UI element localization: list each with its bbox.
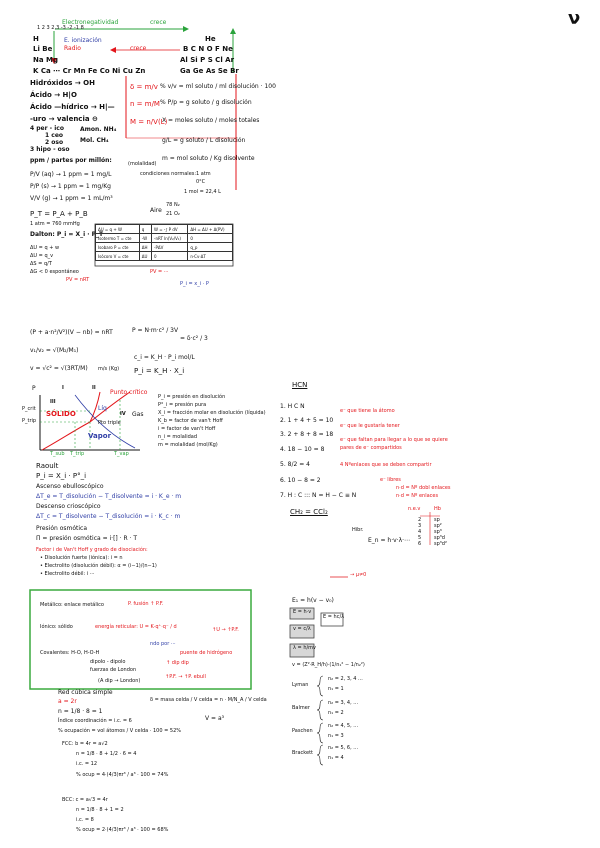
lewis-note-4: e⁻ que faltan para llegar a lo que se quiere xyxy=(340,437,448,443)
bond-ionic-note-2: ↑U → ↑P.F. xyxy=(212,627,239,633)
molarity-formula: M = n/V(L) xyxy=(130,118,168,126)
crystal-ocup: % ocupación = vol átomos / V celda · 100 = 52% xyxy=(58,728,182,734)
gas-label: Gas xyxy=(132,411,144,418)
rms-units: m/s (Kg) xyxy=(98,366,120,372)
conditions-temp: 0°C xyxy=(196,179,206,185)
thermo-table-row: Isobaro P = cte ΔH -PΔV q_p xyxy=(96,243,233,252)
pp-formula: % P/p = g soluto / g disolución xyxy=(160,99,252,106)
phase-legend-3: X_i = fracción molar en disolución (líquida) xyxy=(158,410,266,416)
thermo-ideal-2: PV = ⋯ xyxy=(150,269,169,275)
bond-dipole: dipolo - dipolo xyxy=(90,659,126,665)
phase-legend-2: P°_i = presión pura xyxy=(158,402,207,408)
nomen-line-3: Ácido —hídrico → H|— xyxy=(30,103,115,111)
p-crit-label: P_crit xyxy=(22,406,36,412)
periodic-row-2-right: B C N O F Ne xyxy=(183,45,233,53)
t-sub-label: T_sub xyxy=(50,451,65,457)
debroglie-box: λ = h/mv xyxy=(293,645,317,651)
pv-formula: % v/v = ml soluto / ml disolución · 100 xyxy=(160,83,276,90)
corner-mark: ν xyxy=(568,8,581,29)
descenso-eq: ΔT_c = T_disolvente − T_disolución = i · K_c · m xyxy=(36,513,181,520)
thermo-ideal: PV = nRT xyxy=(66,277,90,283)
nomen-line-4: -uro → valencia ⊖ xyxy=(30,115,98,123)
lewis-note-6c: n·d = Nº enlaces xyxy=(396,493,439,499)
hybrid-col-2: sp sp² sp³ sp³d sp³d² xyxy=(434,517,447,547)
nomen-line-1: Hidróxidos → OH xyxy=(30,79,95,87)
hybrid-head-2: Hb xyxy=(434,506,441,512)
bond-cov-note: ↑ dip dip xyxy=(166,660,189,666)
crystal-density: δ = masa celda / V celda = n · M/N_A / V celda xyxy=(150,697,267,703)
hybrid-label: Hibr. xyxy=(352,527,364,533)
dalton-law: Dalton: P_i = X_i · P_T xyxy=(30,231,104,238)
t-vap-label: T_vap xyxy=(114,451,129,457)
paschen-n1: n₁ = 3 xyxy=(328,733,344,739)
thermo-partial: P_i = x_i ⋅ P xyxy=(180,281,209,287)
lewis-step-1: 1. H C N xyxy=(280,403,305,410)
critical-point-label: Punto crítico xyxy=(110,389,148,396)
nomen-line-5: 4 per - ico xyxy=(30,125,64,132)
descenso-title: Descenso crioscópico xyxy=(36,503,101,510)
bond-ionic-note: energía reticular: U = K·q⁺·q⁻ / d xyxy=(95,624,177,630)
bond-london: fuerzas de London xyxy=(90,667,137,673)
group-numbers: 1 2 3 2,3 -3 -2 -1 8 xyxy=(37,25,84,31)
bond-metallic: Metálico: enlace metálico xyxy=(40,602,104,608)
thermo-table-row: Isócoro V = cte ΔU 0 n·Cv·ΔT xyxy=(96,252,233,261)
periodic-row-1: H xyxy=(33,35,39,43)
raoult-law: P_i = X_i · P°_i xyxy=(36,472,87,480)
lyman-label: Lyman xyxy=(292,682,309,688)
vanthoff-3: • Electrolito débil: i ⋯ xyxy=(40,571,95,577)
lyman-n1: n₁ = 1 xyxy=(328,686,344,692)
rms-velocity: v = √c² = √(3RT/M) xyxy=(30,365,88,372)
ppm-line-2: P/P (s) → 1 ppm = 1 mg/Kg xyxy=(30,183,111,190)
bond-ionic: Iónico: sólido xyxy=(40,624,73,630)
energy-wave-box: E = hc/λ xyxy=(323,614,345,620)
bond-green-note: ndo por ⋯ xyxy=(150,641,176,647)
roman-1: I xyxy=(62,385,64,391)
periodic-row-4-right: Ga Ge As Se Br xyxy=(180,67,239,75)
osmotic-title: Presión osmótica xyxy=(36,525,88,532)
atm-conversion: 1 atm = 760 mmHg xyxy=(30,221,80,227)
nomen-line-8: 3 hipo - oso xyxy=(30,146,70,153)
photoelectric-eq: E₁ = h(v − v₀) xyxy=(292,597,334,604)
thermo-row-1: ΔU = q + w xyxy=(30,245,60,251)
roman-2: II xyxy=(92,385,96,391)
thermo-table-header: ΔU = q + W q W = -∫ P dV ΔH = ΔU + Δ(PV) xyxy=(96,225,233,234)
x-formula: X = moles soluto / moles totales xyxy=(162,117,260,124)
ionization-label: E. ionización xyxy=(64,37,102,44)
electronegativity-label: Electronegatividad xyxy=(62,19,119,26)
ppm-line-3: V/V (g) → 1 ppm = 1 mL/m³ xyxy=(30,195,113,202)
air-label: Aire xyxy=(150,207,162,214)
periodic-row-2: Li Be xyxy=(33,45,53,53)
energy-eq: E_n = h·v·λ·⋯ xyxy=(368,537,411,544)
balmer-n2: n₂ = 3, 4, ... xyxy=(328,700,359,706)
vanthoff-1: • Disolución fuerte (iónica): i = n xyxy=(40,555,123,561)
dipole-note: → μ≠0 xyxy=(350,572,367,578)
brackett-n1: n₁ = 4 xyxy=(328,755,344,761)
nomen-line-9: Amon. NH₄ xyxy=(80,126,117,133)
brackett-n2: n₂ = 5, 6, ... xyxy=(328,745,359,751)
crystal-n: n = 1/8 · 8 = 1 xyxy=(58,708,103,715)
vanthoff-title: Factor i de Van't Hoff y grado de disociación: xyxy=(36,547,148,553)
thermo-table xyxy=(95,224,233,261)
vapor-region: Vapor xyxy=(88,432,112,440)
paschen-label: Paschen xyxy=(292,728,313,734)
molality-label: (molalidad) xyxy=(128,161,157,167)
phase-legend-6: n_i = molalidad xyxy=(158,434,197,440)
crece-label-2: crece xyxy=(130,45,147,52)
periodic-row-3-right: Al Si P S Cl Ar xyxy=(180,56,235,64)
ccl2-formula: CH₂ = CCl₂ xyxy=(290,508,328,516)
bcc-ic: i.c. = 8 xyxy=(76,817,94,823)
planck-box: E = h·v xyxy=(293,609,312,615)
periodic-row-3: Na Mg xyxy=(33,56,58,64)
lewis-step-7: 7. H : C ::: N = H − C ≡ N xyxy=(280,492,357,499)
phase-legend-5: i = factor de van't Hoff xyxy=(158,426,216,432)
molar-formula: n = m/M xyxy=(130,100,160,108)
conditions-label: condiciones normales: xyxy=(140,171,197,177)
henry-law-2: P_i = K_H · X_i xyxy=(134,367,185,375)
rydberg-eq: v = (Z²·R_H/h)·(1/n₁² − 1/n₂²) xyxy=(292,662,365,668)
bond-hbond: puente de hidrógeno xyxy=(180,650,233,656)
crece-label-1: crece xyxy=(150,19,167,26)
t-trip-label: T_trip xyxy=(70,451,85,457)
triple-point-label: Pto triple xyxy=(98,420,121,426)
thermo-row-4: ΔG < 0 espontáneo xyxy=(30,269,79,275)
bond-london-note: (A dip → London) xyxy=(98,678,141,684)
balmer-n1: n₁ = 2 xyxy=(328,710,344,716)
lewis-step-6: 6. 10 − 8 = 2 xyxy=(280,477,321,484)
nomen-line-7: 2 oso xyxy=(45,139,64,146)
graham-law: v₁/v₂ = √(M₂/M₁) xyxy=(30,347,79,354)
nomen-line-6: 1 ceo xyxy=(45,132,64,139)
ascenso-title: Ascenso ebulloscópico xyxy=(36,483,104,490)
nomen-line-2: Ácido → H|O xyxy=(30,91,77,99)
crystal-a: a = 2r xyxy=(58,698,77,705)
molality-formula: m = mol soluto / Kg disolvente xyxy=(162,155,255,162)
bcc-ocup: % ocup = 2·(4/3)πr³ / a³ · 100 = 68% xyxy=(76,827,169,833)
lewis-step-3: 3. 2 + 8 + 8 = 18 xyxy=(280,431,334,438)
air-nitrogen: 78 N₂ xyxy=(166,202,180,208)
osmotic-eq: Π = presión osmótica = i·[] · R · T xyxy=(36,535,138,542)
van-der-waals: (P + a·n²/V²)(V − nb) = nRT xyxy=(30,329,113,336)
phase-legend-4: K_b = factor de van't Hoff xyxy=(158,418,223,424)
freq-box: v = c/λ xyxy=(293,626,311,632)
conditions-mol: 1 mol = 22,4 L xyxy=(184,189,221,195)
air-oxygen: 21 O₂ xyxy=(166,211,180,217)
thermo-row-2: ΔU = q_v xyxy=(30,253,54,259)
vanthoff-2: • Electrolito (disolución débil): α = (i−1)/(n−1) xyxy=(40,563,157,569)
lewis-note-6b: n·d = Nº dobl enlaces xyxy=(396,485,451,491)
periodic-row-4: K Ca ⋯ Cr Mn Fe Co Ni Cu Zn xyxy=(33,67,146,75)
lewis-title: HCN xyxy=(292,381,308,389)
phase-legend-1: P_i = presión en disolución xyxy=(158,394,226,400)
bcc-title: BCC: c = a√3 = 4r xyxy=(62,797,108,803)
ppm-line-1: P/V (aq) → 1 ppm = 1 mg/L xyxy=(30,171,112,178)
roman-3: III xyxy=(50,399,56,405)
fcc-title: FCC: b = 4r = a√2 xyxy=(62,741,108,747)
p-axis-label: P xyxy=(32,385,36,392)
balmer-label: Balmer xyxy=(292,705,310,711)
radius-label: Radio xyxy=(64,45,81,52)
bond-covalent: Covalentes: H-O, H-O-H xyxy=(40,650,100,656)
crystal-title: Red cúbica simple xyxy=(58,689,113,696)
lewis-step-5: 5. 8/2 = 4 xyxy=(280,461,310,468)
fcc-ic: i.c. = 12 xyxy=(76,761,98,767)
bcc-n: n = 1/8 · 8 + 1 = 2 xyxy=(76,807,124,813)
kinetic-pressure-2: = δ·c² / 3 xyxy=(180,335,208,342)
gl-formula: g/L = g soluto / L disolución xyxy=(162,137,246,144)
lewis-step-2: 2. 1 + 4 + 5 = 10 xyxy=(280,417,334,424)
crystal-volume: V = a³ xyxy=(205,715,225,722)
p-triple-label: P_trip xyxy=(22,418,37,424)
liquid-region: Líq xyxy=(98,405,107,412)
roman-4: IV xyxy=(120,411,126,417)
solid-region: SÓLIDO xyxy=(46,410,76,418)
lewis-note-2: e⁻ que tiene la átomo xyxy=(340,408,395,414)
lewis-note-6: e⁻ libres xyxy=(380,477,401,483)
hybrid-col-1: 2 3 4 5 6 xyxy=(418,517,422,547)
ppm-title: ppm / partes por millón: xyxy=(30,157,112,164)
total-pressure: P_T = P_A + P_B xyxy=(30,210,88,218)
fcc-n: n = 1/8 · 8 + 1/2 · 6 = 4 xyxy=(76,751,137,757)
lewis-step-4: 4. 18 − 10 = 8 xyxy=(280,446,325,453)
thermo-row-3: ΔS = q/T xyxy=(30,261,52,267)
paschen-n2: n₂ = 4, 5, ... xyxy=(328,723,359,729)
lyman-n2: n₂ = 2, 3, 4 ... xyxy=(328,676,363,682)
nomen-line-10: Mol. CH₄ xyxy=(80,137,109,144)
fcc-ocup: % ocup = 4·(4/3)πr³ / a³ · 100 = 74% xyxy=(76,772,169,778)
raoult-title: Raoult xyxy=(36,462,59,470)
henry-law: c_i = K_H · P_i mol/L xyxy=(134,354,195,361)
thermo-table-row: Isotermo T = cte -W -nRT ln(V₂/V₁) 0 xyxy=(96,234,233,243)
conditions-atm: 1 atm xyxy=(196,171,211,177)
ascenso-eq: ΔT_e = T_disolución − T_disolvente = i · K_e · m xyxy=(36,493,182,500)
lewis-note-5: 4 Nºenlaces que se deben compartir xyxy=(340,462,432,468)
periodic-row-1-right: He xyxy=(205,35,216,43)
density-formula: δ = m/v xyxy=(130,83,158,91)
lewis-note-4b: pares de e⁻ compartidos xyxy=(340,445,402,451)
brackett-label: Brackett xyxy=(292,750,314,756)
phase-legend-7: m = molalidad (mol/Kg) xyxy=(158,442,218,448)
hybrid-head-1: n.e.v xyxy=(408,506,421,512)
lewis-note-3: e⁻ que le gustaría tener xyxy=(340,423,400,429)
crystal-ic: Índice coordinación = i.c. = 6 xyxy=(58,718,132,724)
kinetic-pressure: P = N·m·c² / 3V xyxy=(132,327,179,334)
bond-pf-note: ↑P.F. → ↑P. ebull xyxy=(165,674,206,680)
bond-metallic-note: P. fusión ↑ P.F. xyxy=(128,601,164,607)
